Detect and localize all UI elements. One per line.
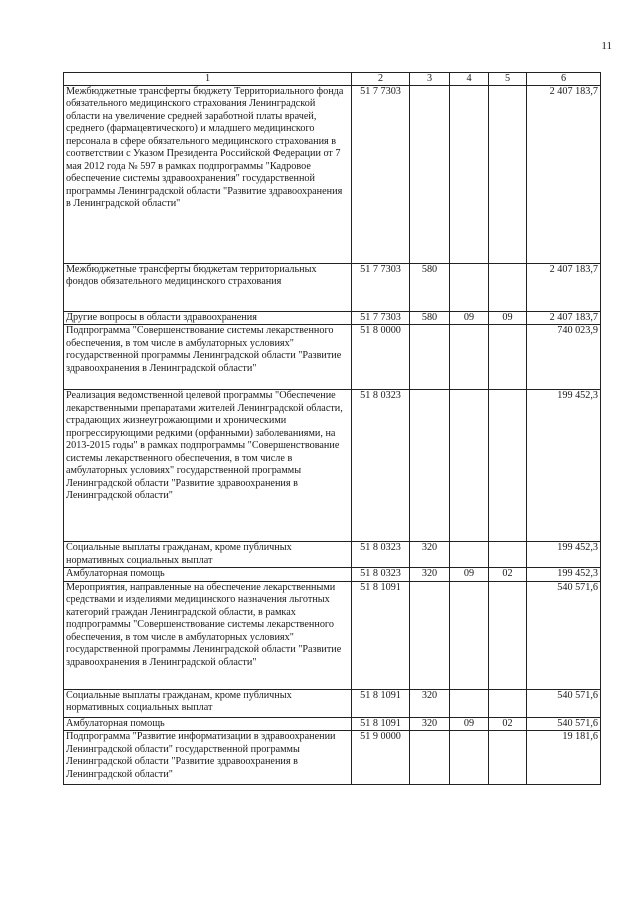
- row-section: [450, 390, 489, 542]
- table-row: [64, 264, 601, 312]
- row-target-code: 51 8 0323: [352, 568, 410, 581]
- table-row: [64, 86, 601, 264]
- row-target-code: 51 8 0000: [352, 325, 410, 390]
- row-target-code: 51 7 7303: [352, 264, 410, 312]
- row-subsection: 09: [489, 312, 527, 325]
- row-name: Реализация ведомственной целевой программы "Обеспечение лекарственными препаратами жителей Ленинградской области, страдающих жизнеугрожающими и хроническими прогрессирующими редкими (орфанными) заболеваниями, на 2013-2015 годы" в рамках подпрограммы "Совершенствование системы лекарственного обеспечения, в том числе в амбулаторных условиях" государственной программы Ленинградской области "Развитие здравоохранения в Ленинградской области": [64, 390, 352, 542]
- row-target-code: 51 8 1091: [352, 581, 410, 689]
- row-subsection: [489, 325, 527, 390]
- row-section: 09: [450, 568, 489, 581]
- page-number: 11: [601, 40, 612, 52]
- row-amount: 199 452,3: [527, 568, 601, 581]
- header-col-1: 1: [64, 73, 352, 86]
- row-section: [450, 731, 489, 785]
- row-amount: 540 571,6: [527, 581, 601, 689]
- table-row: [64, 689, 601, 717]
- table-row: [64, 542, 601, 568]
- row-target-code: 51 9 0000: [352, 731, 410, 785]
- row-target-code: 51 8 0323: [352, 390, 410, 542]
- table-row: [64, 390, 601, 542]
- row-expense-type: [410, 581, 450, 689]
- header-col-2: 2: [352, 73, 410, 86]
- header-col-4: 4: [450, 73, 489, 86]
- row-name: Другие вопросы в области здравоохранения: [64, 312, 352, 325]
- row-subsection: [489, 542, 527, 568]
- header-col-6: 6: [527, 73, 601, 86]
- row-expense-type: [410, 731, 450, 785]
- row-amount: 2 407 183,7: [527, 312, 601, 325]
- row-amount: 540 571,6: [527, 717, 601, 730]
- row-section: [450, 581, 489, 689]
- row-section: 09: [450, 312, 489, 325]
- row-expense-type: 320: [410, 542, 450, 568]
- table-row: [64, 731, 601, 785]
- row-name: Амбулаторная помощь: [64, 568, 352, 581]
- row-name: Межбюджетные трансферты бюджету Территориального фонда обязательного медицинского страхования Ленинградской области на увеличение средней заработной платы врачей, среднего (фармацевтического) и младшего медицинского персонала в сфере обязательного медицинского страхования в соответствии с Указом Президента Российской Федерации от 7 мая 2012 года № 597 в рамках подпрограммы "Кадровое обеспечение системы здравоохранения" государственной программы Ленинградской области "Развитие здравоохранения в Ленинградской области": [64, 86, 352, 264]
- row-subsection: [489, 581, 527, 689]
- row-expense-type: 580: [410, 264, 450, 312]
- row-subsection: [489, 689, 527, 717]
- row-subsection: [489, 731, 527, 785]
- row-section: [450, 542, 489, 568]
- row-expense-type: [410, 86, 450, 264]
- row-name: Межбюджетные трансферты бюджетам территориальных фондов обязательного медицинского страхования: [64, 264, 352, 312]
- table-row: [64, 717, 601, 730]
- table-row: [64, 568, 601, 581]
- row-amount: 19 181,6: [527, 731, 601, 785]
- row-name: Социальные выплаты гражданам, кроме публичных нормативных социальных выплат: [64, 689, 352, 717]
- header-col-5: 5: [489, 73, 527, 86]
- row-expense-type: 320: [410, 717, 450, 730]
- row-amount: 540 571,6: [527, 689, 601, 717]
- row-name: Мероприятия, направленные на обеспечение лекарственными средствами и изделиями медицинского назначения льготных категорий граждан Ленинградской области, в рамках подпрограммы "Совершенствование системы лекарственного обеспечения, в том числе в амбулаторных условиях" государственной программы Ленинградской области "Развитие здравоохранения в Ленинградской области": [64, 581, 352, 689]
- row-expense-type: [410, 325, 450, 390]
- row-target-code: 51 7 7303: [352, 86, 410, 264]
- row-expense-type: 580: [410, 312, 450, 325]
- row-amount: 740 023,9: [527, 325, 601, 390]
- row-name: Подпрограмма "Развитие информатизации в здравоохранении Ленинградской области" государственной программы Ленинградской области "Развитие здравоохранения в Ленинградской области": [64, 731, 352, 785]
- row-section: [450, 689, 489, 717]
- row-subsection: [489, 86, 527, 264]
- table-row: [64, 312, 601, 325]
- table-row: [64, 581, 601, 689]
- row-expense-type: 320: [410, 568, 450, 581]
- row-target-code: 51 8 1091: [352, 717, 410, 730]
- row-subsection: [489, 390, 527, 542]
- row-section: [450, 264, 489, 312]
- row-subsection: 02: [489, 568, 527, 581]
- row-target-code: 51 7 7303: [352, 312, 410, 325]
- table-row: [64, 325, 601, 390]
- row-subsection: [489, 264, 527, 312]
- row-section: [450, 325, 489, 390]
- row-amount: 2 407 183,7: [527, 264, 601, 312]
- row-target-code: 51 8 0323: [352, 542, 410, 568]
- row-name: Подпрограмма "Совершенствование системы лекарственного обеспечения, в том числе в амбулаторных условиях" государственной программы Ленинградской области "Развитие здравоохранения в Ленинградской области": [64, 325, 352, 390]
- row-amount: 199 452,3: [527, 542, 601, 568]
- row-subsection: 02: [489, 717, 527, 730]
- row-target-code: 51 8 1091: [352, 689, 410, 717]
- row-name: Амбулаторная помощь: [64, 717, 352, 730]
- row-expense-type: [410, 390, 450, 542]
- header-row: [64, 73, 601, 86]
- row-amount: 2 407 183,7: [527, 86, 601, 264]
- row-expense-type: 320: [410, 689, 450, 717]
- row-name: Социальные выплаты гражданам, кроме публичных нормативных социальных выплат: [64, 542, 352, 568]
- row-section: 09: [450, 717, 489, 730]
- row-section: [450, 86, 489, 264]
- budget-table: [63, 72, 601, 785]
- row-amount: 199 452,3: [527, 390, 601, 542]
- header-col-3: 3: [410, 73, 450, 86]
